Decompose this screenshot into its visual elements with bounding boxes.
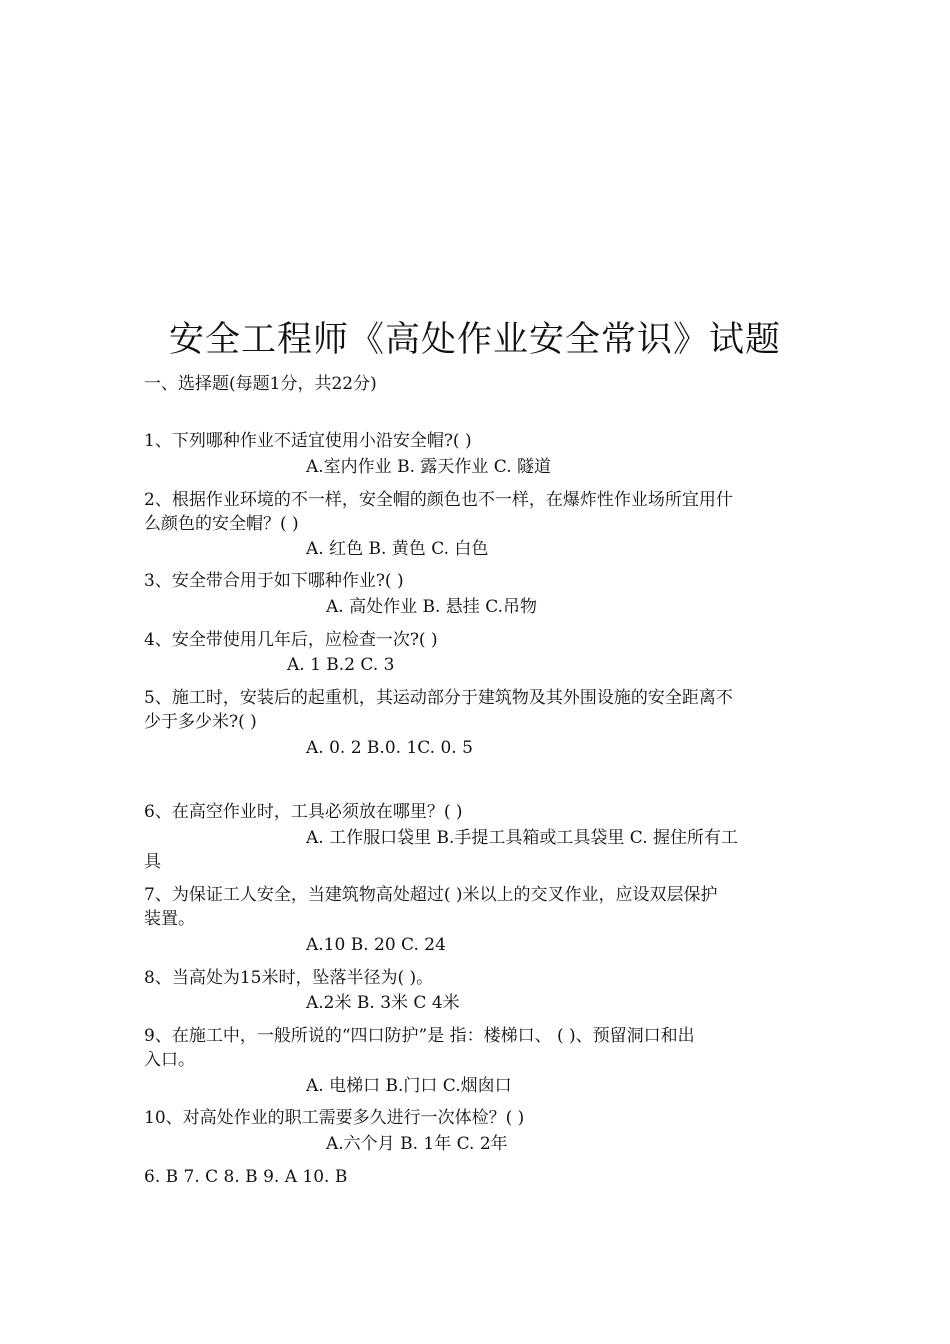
question-7-text-line-2: 装置。 bbox=[144, 909, 195, 929]
question-6-options: A. 工作服口袋里 B.手提工具箱或工具袋里 C. 握住所有工 bbox=[306, 828, 738, 848]
question-2-options: A. 红色 B. 黄色 C. 白色 bbox=[306, 539, 489, 559]
question-2-text-line-1: 2、根据作业环境的不一样，安全帽的颜色也不一样，在爆炸性作业场所宜用什 bbox=[144, 490, 733, 510]
question-1-options: A.室内作业 B. 露天作业 C. 隧道 bbox=[306, 457, 551, 477]
question-3-text: 3、安全带合用于如下哪种作业?( ) bbox=[144, 571, 404, 591]
question-5-options: A. 0. 2 B.0. 1C. 0. 5 bbox=[306, 738, 473, 758]
question-6-text: 6、在高空作业时，工具必须放在哪里？( ) bbox=[144, 802, 463, 822]
question-7-text-line-1: 7、为保证工人安全，当建筑物高处超过( )米以上的交叉作业，应设双层保护 bbox=[144, 885, 718, 905]
question-2-text-line-2: 么颜色的安全帽？( ) bbox=[144, 514, 299, 534]
question-8-text: 8、当高处为15米时，坠落半径为( )。 bbox=[144, 968, 434, 988]
page-title: 安全工程师《高处作业安全常识》试题 bbox=[168, 320, 781, 360]
question-1-text: 1、下列哪种作业不适宜使用小沿安全帽?( ) bbox=[144, 431, 472, 451]
question-5-text-line-1: 5、施工时，安装后的起重机，其运动部分于建筑物及其外围设施的安全距离不 bbox=[144, 688, 733, 708]
question-7-options: A.10 B. 20 C. 24 bbox=[306, 935, 446, 955]
question-9-options: A. 电梯口 B.门口 C.烟囱口 bbox=[306, 1076, 512, 1096]
question-9-text-line-2: 入口。 bbox=[144, 1050, 195, 1070]
section-heading: 一、选择题(每题1分，共22分) bbox=[144, 374, 377, 394]
answer-line: 6. B 7. C 8. B 9. A 10. B bbox=[144, 1167, 348, 1187]
question-9-text-line-1: 9、在施工中，一般所说的“四口防护”是 指：楼梯口、 ( )、预留洞口和出 bbox=[144, 1026, 695, 1046]
question-6-options-wrap: 具 bbox=[144, 852, 161, 872]
question-5-text-line-2: 少于多少米?( ) bbox=[144, 712, 257, 732]
question-3-options: A. 高处作业 B. 悬挂 C.吊物 bbox=[326, 597, 537, 617]
question-10-options: A.六个月 B. 1年 C. 2年 bbox=[326, 1134, 508, 1154]
question-4-options: A. 1 B.2 C. 3 bbox=[287, 655, 395, 675]
question-10-text: 10、对高处作业的职工需要多久进行一次体检？( ) bbox=[144, 1108, 525, 1128]
question-8-options: A.2米 B. 3米 C 4米 bbox=[306, 993, 460, 1013]
question-4-text: 4、安全带使用几年后，应检查一次?( ) bbox=[144, 630, 438, 650]
